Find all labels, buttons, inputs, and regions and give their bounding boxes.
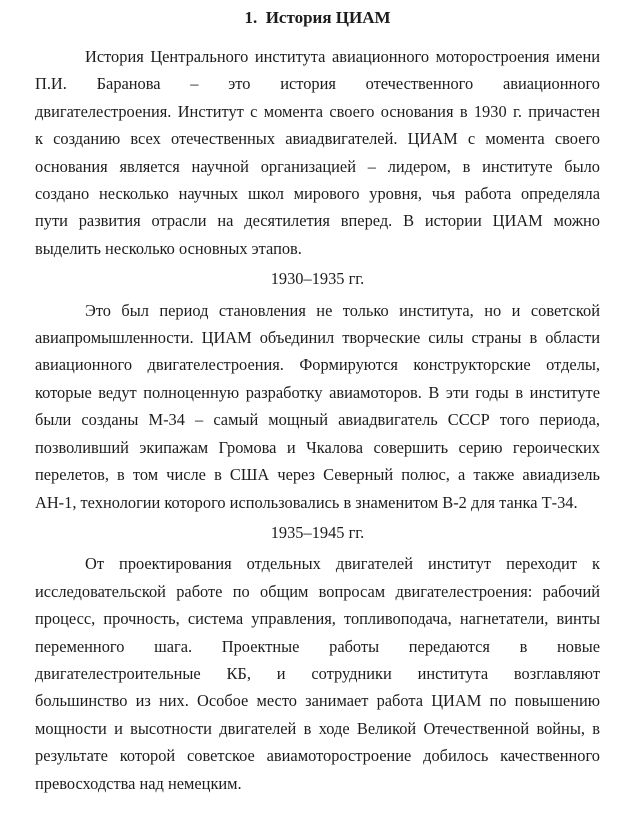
paragraph-line: авиапромышленности. ЦИАМ объединил творческие силы страны в области [35,328,600,348]
paragraph-line: создано несколько научных школ мирового уровня, чья работа определяла [35,184,600,204]
paragraph-line: двигателестроения. Институт с момента своего основания в 1930 г. причастен [35,101,600,121]
paragraph-line: процесс, прочность, система управления, топливоподача, нагнетатели, винты [35,609,600,629]
paragraph-line: П.И. Баранова – это история отечественного авиационного [35,74,600,94]
paragraph-line: к созданию всех отечественных авиадвигателей. ЦИАМ с момента своего [35,129,600,149]
section-1930-1935 [35,265,600,516]
paragraph [35,43,600,262]
paragraph-line: переменного шага. Проектные работы передаются в новые [35,636,600,656]
paragraph-line: исследовательской работе по общим вопросам двигателестроения: рабочий [35,581,600,601]
paragraph-line: перелетов, в том числе в США через Северный полюс, а также авиадизель [35,465,600,485]
paragraph [35,297,600,516]
paragraph-line: АН-1, технологии которого использовались в знаменитом В-2 для танка Т-34. [35,492,578,512]
paragraph-line: которые ведут полноценную разработку авиамоторов. В эти годы в институте [35,382,600,402]
paragraph-line: пути развития отрасли на десятилетия вперед. В истории ЦИАМ можно [35,211,600,231]
paragraph-line: мощности и высотности двигателей в ходе Великой Отечественной войны, в [35,718,600,738]
section-heading: 1935–1945 гг. [270,522,365,542]
paragraph-line: большинство из них. Особое место занимает работа ЦИАМ по повышению [35,691,600,711]
section-1935-1945 [35,519,600,797]
paragraph-line: От проектирования отдельных двигателей институт переходит к [85,554,600,574]
paragraph-line: результате которой советское авиамоторостроение добилось качественного [35,746,600,766]
section-heading: 1930–1935 гг. [270,269,365,289]
paragraph-line: История Центрального института авиационного моторостроения имени [85,47,600,66]
paragraph [35,550,600,797]
paragraph-line: авиационного двигателестроения. Формируются конструкторские отделы, [35,355,600,375]
paragraph-line: основания является научной организацией – лидером, в институте было [35,156,600,176]
document-title: 1. История ЦИАМ [244,8,391,27]
paragraph-line: были созданы М-34 – самый мощный авиадвигатель СССР того периода, [35,410,600,430]
section-intro [35,43,600,262]
paragraph-line: Это был период становления не только института, но и советской [85,300,600,320]
paragraph-line: выделить несколько основных этапов. [35,238,302,258]
paragraph-line: двигателестроительные КБ, и сотрудники института возглавляют [35,663,600,683]
paragraph-line: превосходства над немецким. [35,773,242,793]
paragraph-line: позволивший экипажам Громова и Чкалова совершить серию героических [35,437,600,457]
